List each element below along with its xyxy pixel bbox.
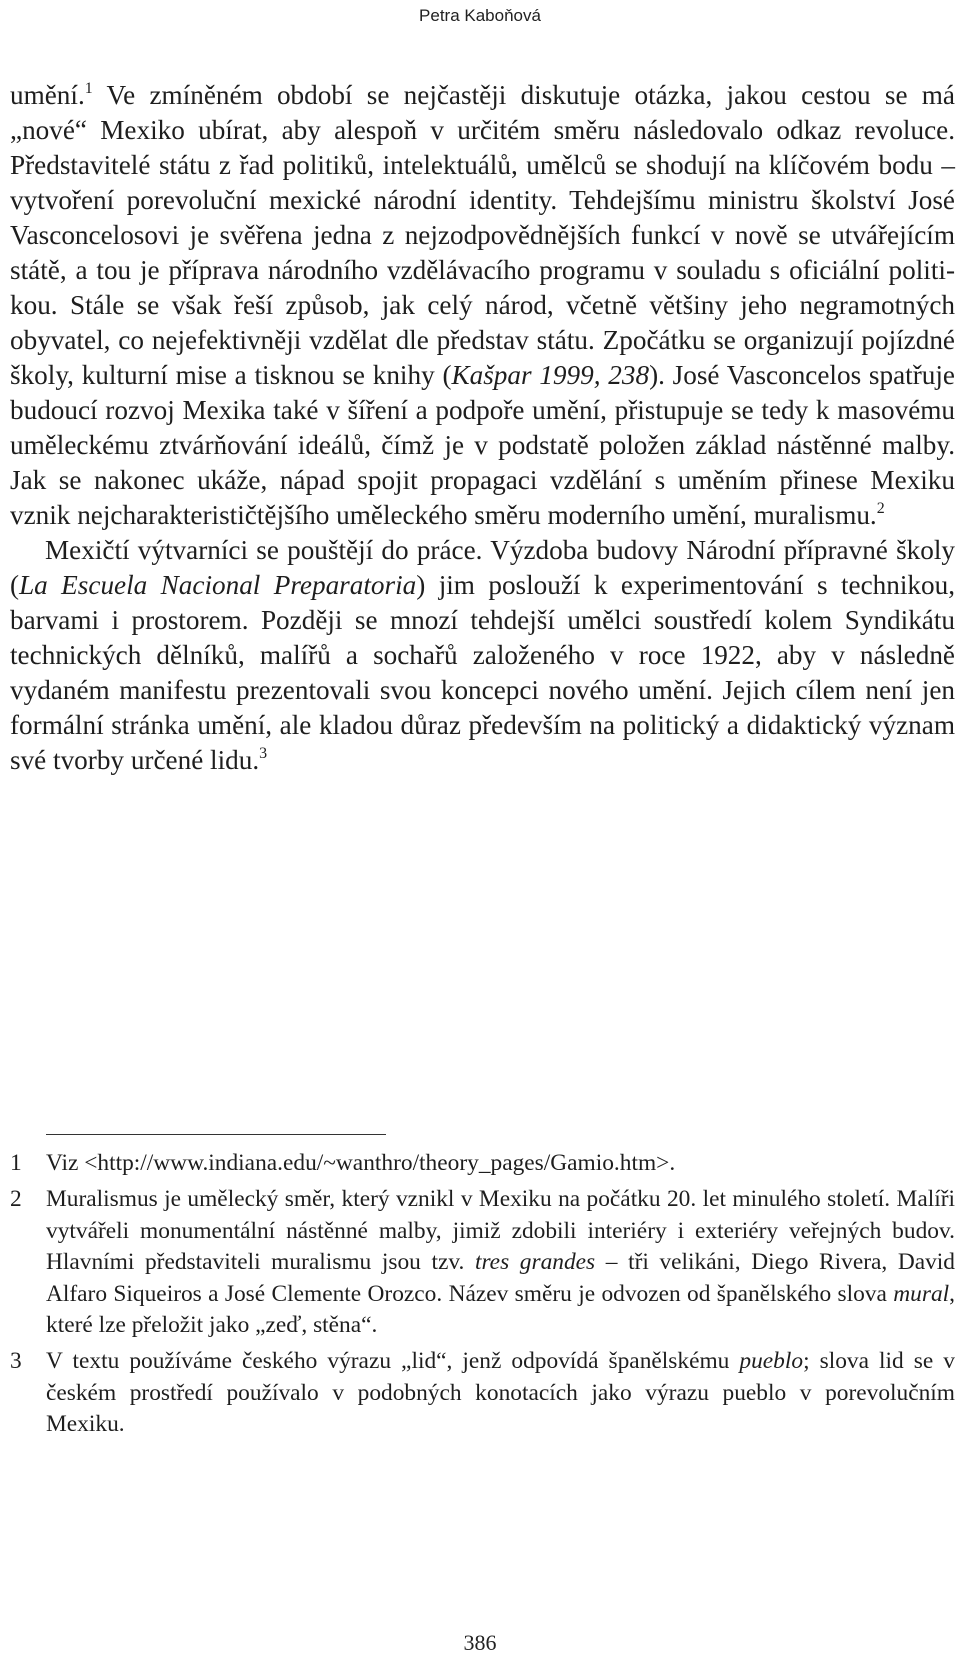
footnote-number: 1 — [10, 1150, 22, 1176]
footnote-ref-3[interactable]: 3 — [259, 745, 268, 762]
footnote-separator — [46, 1134, 386, 1135]
footnote-number: 2 — [10, 1186, 22, 1213]
paragraph-1: umění.$^1$ Ve zmíněném období se nejčastěji diskutuje otázka, jakou cestou se má „nové“ Mexiko ubírat, aby alespoň v určitém směru následovalo odkaz revoluce. Představitelé státu z řad politiků, intelektuálů, umělců se shodují na klíčovém bodu – vytvoření porevoluční mexické národní identity. Tehdejšímu ministru školství José Vasconcelosovi je svěřena jedna z nejzodpovědnějších funkcí v nově se utvářejícím státě, a tou je příprava národního vzdělávacího programu v souladu s oficiální politikou. Stále se však řeší způsob, jak celý národ, včetně většiny jeho negramotných obyvatel, co nejefektivněji vzdělat dle představ státu. Zpočátku se organizují pojízdné školy, kulturní mise a tisknou se knihy (Kašpar 1999, 238). José Vasconcelos spatřuje budoucí rozvoj Mexika také v šíření a podpoře umění, přistupuje se tedy k masovému uměleckému ztvárňování ideálů, čímž je v podstatě položen základ nástěnné malby. Jak se nakonec ukáže, nápad spojit propagaci vzdělání s uměním přinese Mexiku vznik nejcharakterističtějšího uměleckého směru moderního umění, muralismu.$^2$ — [10, 80, 955, 530]
footnotes — [10, 1148, 955, 1446]
citation: Kašpar 1999, 238 — [451, 360, 650, 390]
running-header: Petra Kaboňová — [419, 6, 541, 25]
footnote-text: Viz <http://www.indiana.edu/~wanthro/theory_pages/Gamio.htm>. — [46, 1150, 676, 1176]
footnote-2 — [10, 1184, 955, 1341]
school-name-italic: La Escuela Nacional Preparatoria — [19, 570, 417, 600]
footnote-text: Muralismus je umělecký směr, který vznikl v Mexiku na počátku 20. let minulého století. Malíři vytvářeli monumentální nástěnné malby, jimiž zdobili interiéry i exteriéry veřejných budov. Hlavními představiteli muralismu jsou tzv. tres grandes – tři velikáni, Diego Rivera, David Alfaro Siqueiros a José Clemente Orozco. Název směru je odvozen od španělského slova mural, které lze přeložit jako „zeď, stěna“. — [46, 1186, 955, 1339]
footnote-3 — [10, 1346, 955, 1440]
footnote-number: 3 — [10, 1348, 22, 1375]
paragraph-2: Mexičtí výtvarníci se pouštějí do práce. Výzdoba budovy Národní přípravné školy (La Escuela Nacional Preparatoria) jim poslouží k experimentování s technikou, barvami i prostorem. Později se mnozí tehdejší umělci soustředí kolem Syndikátu technických dělníků, malířů a sochařů založeného v roce 1922, aby v následně vydaném manifestu prezentovali svou koncepci nového umění. Jejich cílem není jen formální stránka umění, ale kladou důraz především na politický a didaktický význam své tvorby určené lidu.$^3$ — [10, 535, 955, 775]
footnote-ref-1[interactable]: 1 — [84, 80, 93, 97]
footnote-text: V textu používáme českého výrazu „lid“, jenž odpovídá španělskému pueblo; slova lid se v českém prostředí používalo v podobných konotacích jako výrazu pueblo v porevolučním Mexiku. — [46, 1348, 955, 1438]
page-number: 386 — [463, 1630, 497, 1655]
main-text — [10, 78, 955, 778]
footnote-ref-2[interactable]: 2 — [876, 500, 885, 517]
footnote-1 — [10, 1148, 955, 1179]
